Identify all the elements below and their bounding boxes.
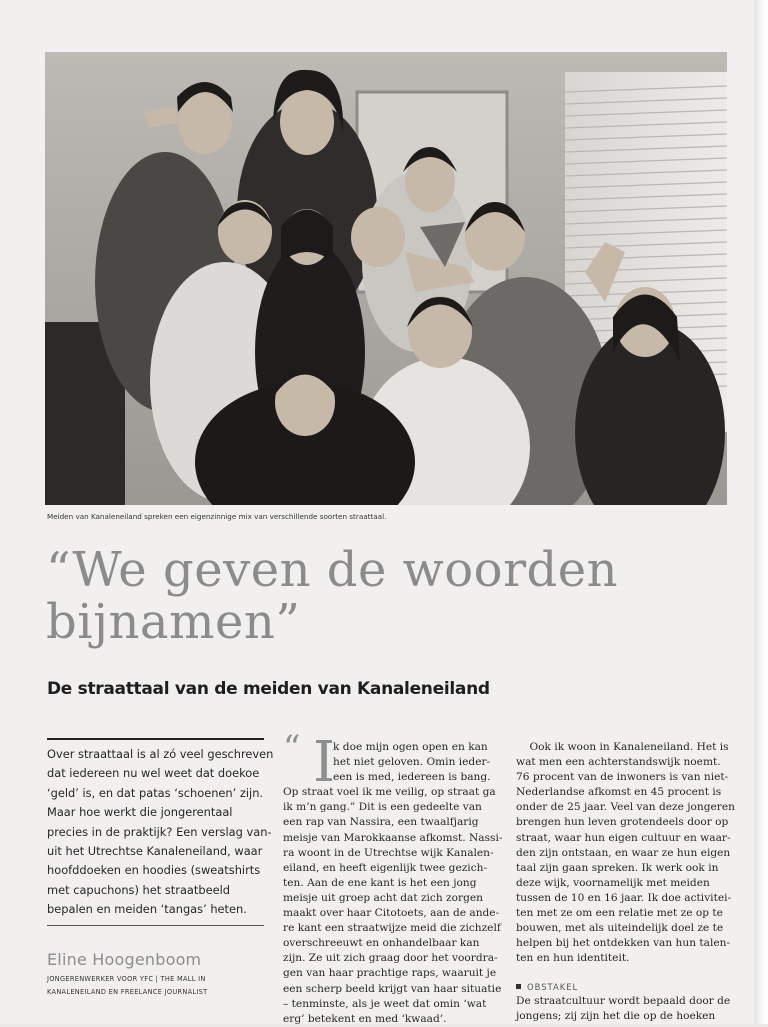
- intro-top-rule: [47, 738, 264, 740]
- body-line: ten. Aan de ene kant is het een jong: [283, 876, 477, 889]
- body-column-2: [283, 740, 503, 1027]
- author-name: Eline Hoogenboom: [47, 950, 202, 969]
- headline-line-1: “We geven de woorden: [46, 542, 619, 598]
- article-intro: [47, 745, 274, 920]
- body-line: ra woont in de Utrechtse wijk Kanalen-: [283, 846, 494, 859]
- body-line: 76 procent van de inwoners is van niet-: [516, 771, 729, 784]
- opening-quote-mark: “: [283, 728, 301, 768]
- intro-line: precies in de praktijk? Een verslag van-: [47, 824, 272, 839]
- author-role-line: KANALENEILAND EN FREELANCE JOURNALIST: [47, 988, 208, 996]
- body-column-3: [516, 740, 735, 966]
- intro-bottom-rule: [47, 925, 264, 926]
- article-headline: [46, 544, 736, 648]
- body-line: een rap van Nassira, een twaalfjarig: [283, 816, 479, 829]
- body-line: De straatcultuur wordt bepaald door de: [516, 995, 731, 1007]
- section-heading: [516, 982, 578, 992]
- body-line: Ook ik woon in Kanaleneiland. Het is: [516, 741, 729, 753]
- body-line: erg’ betekent en med ‘kwaad’.: [283, 1012, 447, 1025]
- body-line: ten en hun identiteit.: [516, 952, 630, 965]
- body-line: Nederlandse afkomst en 45 procent is: [516, 786, 722, 799]
- body-line: re kant een straatwijze meid die zichzelf: [283, 922, 501, 935]
- body-line: taal zijn gaan spreken. Ik werk ook in: [516, 861, 719, 874]
- body-line: eiland, en heeft eigenlijk twee gezich-: [283, 861, 488, 874]
- body-line: wat men een achterstandswijk noemt.: [516, 756, 721, 769]
- body-line: maakt over haar Citotoets, aan de ande-: [283, 907, 500, 920]
- body-line: zijn. Ze uit zich graag door het voordra-: [283, 952, 498, 965]
- drop-cap: I: [313, 730, 336, 795]
- intro-line: dat iedereen nu wel weet dat doekoe: [47, 766, 260, 781]
- intro-line: Maar hoe werkt die jongerentaal: [47, 805, 233, 820]
- body-line: ik m’n gang.” Dit is een gedeelte van: [283, 801, 482, 814]
- body-line: straat, waar hun eigen cultuur en waar-: [516, 831, 731, 844]
- page-spine-shadow: [754, 0, 768, 1024]
- body-line: helpen bij het ontdekken van hun talen-: [516, 937, 731, 950]
- body-line: onder de 25 jaar. Veel van deze jongeren: [516, 801, 735, 814]
- headline-line-2: bijnamen”: [46, 594, 301, 650]
- body-line: gen van haar prachtige raps, waaruit je: [283, 967, 497, 980]
- intro-line: bepalen en meiden ‘tangas’ heten.: [47, 902, 247, 917]
- body-line: bouwen, met als uiteindelijk doel ze te: [516, 922, 724, 935]
- group-photo-image: [45, 52, 727, 505]
- intro-line: ‘geld’ is, en dat patas ‘schoenen’ zijn.: [47, 785, 264, 800]
- body-line: een scherp beeld krijgt van haar situatie: [283, 982, 502, 995]
- body-line: meisje van Marokkaanse afkomst. Nassi-: [283, 831, 503, 844]
- body-line: overschreeuwt en onhandelbaar kan: [283, 937, 480, 950]
- body-line: k doe mijn ogen open en kan: [333, 741, 488, 753]
- body-line: tussen de 10 en 16 jaar. Ik doe activitei-: [516, 891, 732, 904]
- body-line: deze wijk, voornamelijk met meiden: [516, 876, 710, 889]
- intro-line: uit het Utrechtse Kanaleneiland, waar: [47, 844, 263, 859]
- intro-line: met capuchons) het straatbeeld: [47, 882, 231, 897]
- body-line: brengen hun leven grotendeels door op: [516, 816, 729, 829]
- square-bullet-icon: [516, 984, 521, 989]
- article-subheading: De straattaal van de meiden van Kanaleneiland: [47, 679, 490, 699]
- author-role: [47, 973, 272, 999]
- author-role-line: JONGERENWERKER VOOR YFC | THE MALL IN: [47, 975, 206, 983]
- body-line: – tenminste, als je weet dat omin ‘wat: [283, 997, 487, 1010]
- section-body: [516, 994, 731, 1024]
- body-line: een is med, iedereen is bang.: [333, 771, 491, 784]
- photo-caption: Meiden van Kanaleneiland spreken een eigenzinnige mix van verschillende soorten straattaal.: [47, 512, 387, 521]
- intro-line: Over straattaal is al zó veel geschreven: [47, 747, 274, 761]
- body-line: Op straat voel ik me veilig, op straat ga: [283, 786, 496, 799]
- body-line: het niet geloven. Omin ieder-: [333, 756, 491, 769]
- body-line: ten met ze om een relatie met ze op te: [516, 907, 723, 920]
- body-line: jongens; zij zijn het die op de hoeken: [516, 1010, 716, 1023]
- section-heading-text: OBSTAKEL: [527, 982, 579, 992]
- body-line: den zijn ontstaan, en waar ze hun eigen: [516, 846, 731, 859]
- group-photo: [45, 52, 727, 505]
- intro-line: hoofddoeken en hoodies (sweatshirts: [47, 863, 261, 878]
- body-line: meisje uit groep acht dat zich zorgen: [283, 891, 483, 904]
